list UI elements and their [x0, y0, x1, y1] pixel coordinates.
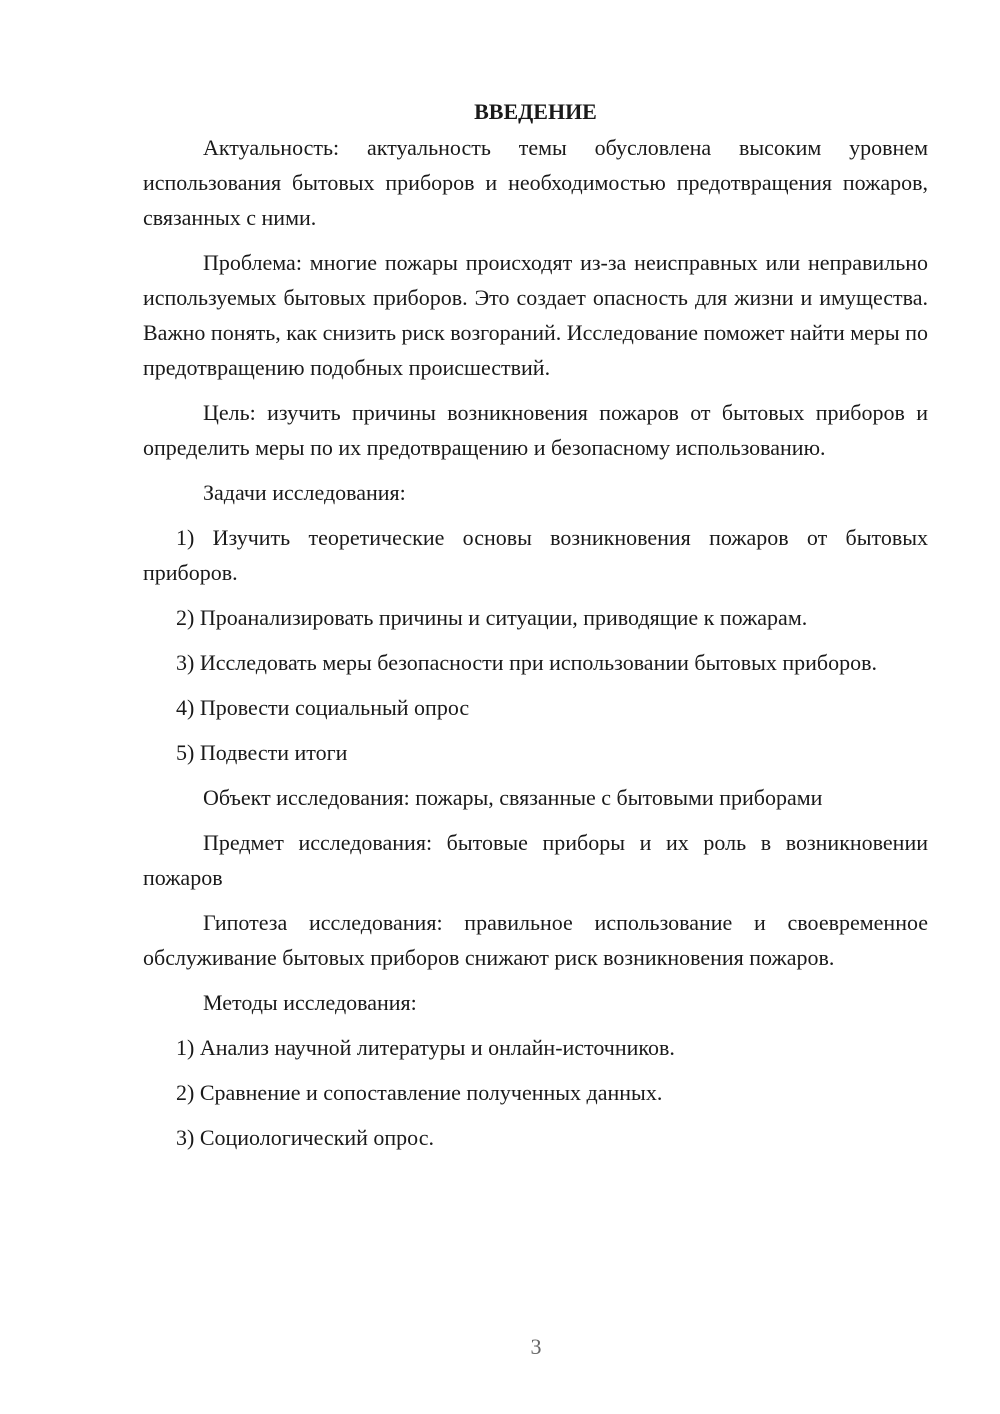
paragraph-relevance: Актуальность: актуальность темы обусловлена высоким уровнем использования бытовых приборов и необходимостью предотвращения пожаров, связанных с ними. [143, 135, 928, 230]
list-item: 4) Провести социальный опрос [176, 695, 470, 720]
list-item: 5) Подвести итоги [176, 740, 348, 765]
methods-heading: Методы исследования: [203, 990, 417, 1015]
list-item: 3) Исследовать меры безопасности при использовании бытовых приборов. [176, 650, 877, 675]
paragraph-problem: Проблема: многие пожары происходят из-за неисправных или неправильно используемых бытовых приборов. Это создает опасность для жизни и имущества. Важно понять, как снизить риск возгораний. Исследование поможет найти меры по предотвращению подобных происшествий. [143, 250, 928, 380]
list-item: 1) Изучить теоретические основы возникновения пожаров от бытовых приборов. [143, 525, 928, 585]
paragraph-object: Объект исследования: пожары, связанные с бытовыми приборами [203, 785, 823, 810]
list-item: 2) Сравнение и сопоставление полученных данных. [176, 1080, 663, 1105]
tasks-heading: Задачи исследования: [203, 480, 406, 505]
page-content [143, 94, 928, 1155]
paragraph-goal: Цель: изучить причины возникновения пожаров от бытовых приборов и определить меры по их предотвращению и безопасному использованию. [143, 400, 928, 460]
list-item: 1) Анализ научной литературы и онлайн-источников. [176, 1035, 675, 1060]
list-item: 2) Проанализировать причины и ситуации, приводящие к пожарам. [176, 605, 808, 630]
page-number: 3 [530, 1334, 542, 1359]
section-heading: ВВЕДЕНИЕ [474, 99, 597, 124]
paragraph-subject: Предмет исследования: бытовые приборы и их роль в возникновении пожаров [143, 830, 928, 890]
list-item: 3) Социологический опрос. [176, 1125, 434, 1150]
paragraph-hypothesis: Гипотеза исследования: правильное использование и своевременное обслуживание бытовых приборов снижают риск возникновения пожаров. [143, 910, 928, 970]
